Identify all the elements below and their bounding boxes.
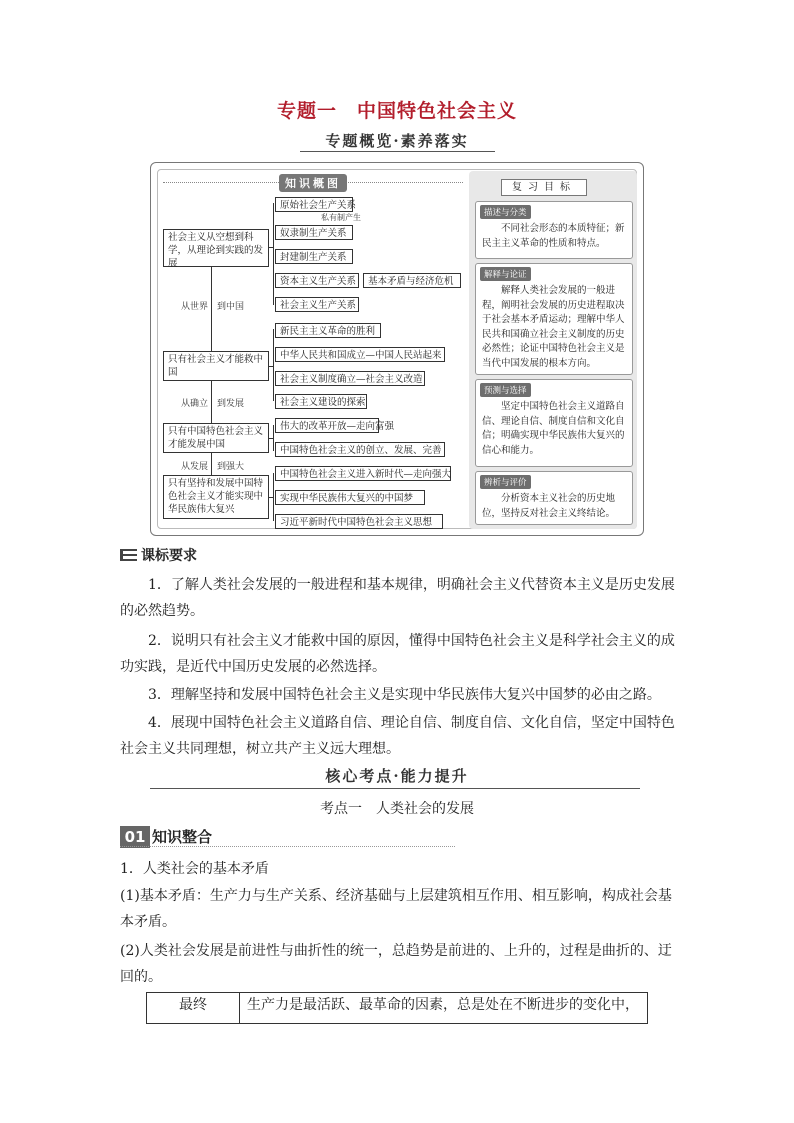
node-develop-china: 只有中国特色社会主义才能发展中国 (163, 423, 269, 453)
knowledge-line-1: 1．人类社会的基本矛盾 (120, 861, 269, 877)
goal-explain (475, 263, 633, 375)
goal-text: 坚定中国特色社会主义道路自信、理论自信、制度自信和文化自信；明确实现中华民族伟大复兴的信心和能力。 (482, 401, 625, 456)
curriculum-item-2: 2．说明只有社会主义才能救中国的原因，懂得中国特色社会主义是科学社会主义的成功实践，是近代中国历史发展的必然选择。 (120, 633, 675, 675)
goal-tag: 预测与选择 (480, 383, 531, 397)
goal-describe (475, 201, 633, 259)
goal-tag: 辨析与评价 (480, 475, 531, 489)
knowledge-heading: 知识整合 (152, 828, 213, 846)
goal-evaluate (475, 471, 633, 525)
divider (300, 151, 495, 152)
node-rejuvenation: 只有坚持和发展中国特色社会主义才能实现中华民族伟大复兴 (163, 475, 269, 519)
curriculum-heading (120, 545, 197, 565)
framework-heading: 知识概图 (279, 174, 347, 192)
event-cs-socialism: 中国特色社会主义的创立、发展、完善 (275, 442, 445, 457)
event-new-democratic: 新民主主义革命的胜利 (275, 323, 381, 338)
knowledge-line-3: (2)人类社会发展是前进性与曲折性的统一，总趋势是前进的、上升的，过程是曲折的、迂回的。 (120, 943, 672, 985)
connector (273, 425, 274, 451)
page-title: 专题一 中国特色社会主义 (276, 100, 517, 122)
table-cell-text: 生产力是最活跃、最革命的因素，总是处在不断进步的变化中， (247, 997, 639, 1013)
crisis-node: 基本矛盾与经济危机 (363, 273, 461, 288)
goal-text: 分析资本主义社会的历史地位，坚持反对社会主义终结论。 (482, 493, 616, 519)
curriculum-item-3: 3．理解坚持和发展中国特色社会主义是实现中华民族伟大复兴中国梦的必由之路。 (148, 687, 661, 703)
topic-title: 考点一 人类社会的发展 (320, 801, 474, 817)
private-label: 私有制产生 (321, 213, 361, 222)
transition-2: 从确立 到发展 (181, 399, 245, 409)
overview-heading (0, 130, 794, 151)
list-icon (120, 549, 137, 561)
overview-heading-text: 专题概览·素养落实 (325, 132, 469, 150)
event-new-era: 中国特色社会主义进入新时代—走向强大 (275, 466, 451, 481)
knowledge-line-2: (1)基本矛盾：生产力与生产关系、经济基础与上层建筑相互作用、相互影响，构成社会基本矛盾。 (120, 888, 672, 930)
node-save-china: 只有社会主义才能救中国 (163, 351, 269, 381)
stage-primitive: 原始社会生产关系 (275, 197, 353, 212)
goal-tag: 描述与分类 (480, 205, 531, 219)
goal-predict (475, 379, 633, 467)
transition-3: 从发展 到强大 (181, 462, 245, 472)
root-node: 社会主义从空想到科学，从理论到实践的发展 (163, 229, 269, 267)
stage-feudal: 封建制生产关系 (275, 249, 353, 264)
stage-capitalist: 资本主义生产关系 (275, 273, 359, 288)
stage-socialist: 社会主义生产关系 (275, 297, 359, 312)
event-reform: 伟大的改革开放—走向富强 (275, 418, 379, 433)
connector (273, 203, 274, 305)
event-xi-thought: 习近平新时代中国特色社会主义思想 (275, 514, 443, 529)
goal-tag: 解释与论证 (480, 267, 531, 281)
framework-panel (150, 162, 644, 536)
event-prc-founded: 中华人民共和国成立—中国人民站起来 (275, 347, 445, 362)
curriculum-heading-text: 课标要求 (141, 548, 197, 564)
core-heading: 核心考点·能力提升 (325, 767, 469, 785)
connector (273, 329, 274, 401)
event-chinese-dream: 实现中华民族伟大复兴的中国梦 (275, 490, 425, 505)
event-socialist-system: 社会主义制度确立—社会主义改造 (275, 371, 425, 386)
curriculum-item-4: 4．展现中国特色社会主义道路自信、理论自信、制度自信、文化自信，坚定中国特色社会主义共同理想，树立共产主义远大理想。 (120, 715, 675, 757)
stage-slave: 奴隶制生产关系 (275, 225, 353, 240)
connector (273, 473, 274, 521)
dotted-rule (120, 846, 455, 847)
event-exploration: 社会主义建设的探索 (275, 394, 367, 409)
curriculum-item-1: 1．了解人类社会发展的一般进程和基本规律，明确社会主义代替资本主义是历史发展的必然趋势。 (120, 577, 675, 619)
goal-text: 解释人类社会发展的一般进程，阐明社会发展的历史进程取决于社会基本矛盾运动；理解中华人民共和国确立社会主义制度的历史必然性；论证中国特色社会主义是当代中国发展的根本方向。 (482, 285, 625, 369)
divider (150, 788, 640, 789)
goal-text: 不同社会形态的本质特征；新民主主义革命的性质和特点。 (482, 223, 625, 249)
section-badge: 01 (120, 826, 150, 848)
transition-1: 从世界 到中国 (181, 302, 245, 312)
summary-table (146, 992, 648, 1024)
goals-column (469, 171, 637, 529)
table-cell-label: 最终 (147, 993, 240, 1023)
goals-heading: 复习目标 (501, 179, 587, 196)
